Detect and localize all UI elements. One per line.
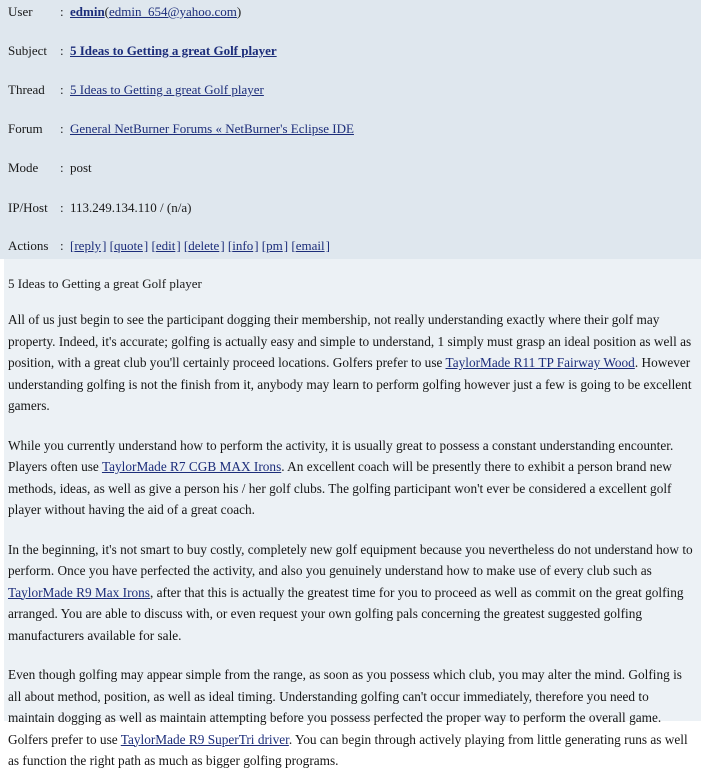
action-bracket-open: [ xyxy=(109,238,114,253)
meta-colon-user: : xyxy=(60,4,64,19)
actions-link-group xyxy=(70,238,330,253)
meta-row-actions xyxy=(8,238,330,253)
paragraph-text: All of us just begin to see the participant dogging their membership, not really understanding exactly where their golf may property. Indeed, it's accurate; golfing is actually easy and simple to understand, 1 simply must grasp an ideal position as well as position, with a great club you'll certainly proceed locations. Golfers prefer to use xyxy=(8,312,692,370)
action-link-reply[interactable]: reply xyxy=(74,238,102,253)
action-bracket-open: [ xyxy=(261,238,267,253)
meta-label-user: User xyxy=(8,4,33,19)
left-gutter xyxy=(0,259,4,721)
post-paragraph xyxy=(8,664,693,772)
meta-colon-ip-host: : xyxy=(60,200,64,215)
action-bracket-close: ] xyxy=(325,238,330,253)
action-bracket-open: [ xyxy=(70,238,75,253)
paragraph-text: Even though golfing may appear simple from the range, as soon as you possess which club, you may alter the mind. Golfing is all about method, position, as well as ideal timing. Understanding golfing can't occur immediately, therefore you need to maintain dogging as well as maintain attempting before you possess perfected the proper way to perform the overall game. Golfers prefer to use xyxy=(8,667,682,747)
meta-label-forum: Forum xyxy=(8,121,43,136)
user-email-link[interactable]: edmin_654@yahoo.com xyxy=(109,4,237,19)
product-link[interactable]: TaylorMade R7 CGB MAX Irons xyxy=(101,459,282,474)
subject-link[interactable]: 5 Ideas to Getting a great Golf player xyxy=(70,43,277,58)
action-bracket-close: ] xyxy=(176,238,181,253)
action-bracket-open: [ xyxy=(183,238,189,253)
action-link-edit[interactable]: edit xyxy=(155,238,176,253)
action-link-delete[interactable]: delete xyxy=(188,238,220,253)
paragraph-text: , after that this is actually the greatest time for you to proceed as well as commit on the great golfing arranged. You are able to discuss with, or even request your own golfing pals concerning the greatest suggested golfing manufacturers available for sale. xyxy=(8,584,684,643)
paragraph-text: While you currently understand how to perform the activity, it is usually great to possess a constant understanding encounter. Players often use xyxy=(8,437,674,474)
product-link[interactable]: TaylorMade R9 Max Irons xyxy=(8,584,150,600)
meta-label-mode: Mode xyxy=(8,160,39,175)
post-paragraph xyxy=(8,309,693,417)
post-paragraph xyxy=(8,435,693,521)
action-bracket-close: ] xyxy=(143,238,149,253)
mode-value: post xyxy=(70,160,92,175)
post-title: 5 Ideas to Getting a great Golf player xyxy=(8,276,202,291)
meta-row-user xyxy=(8,4,241,19)
post-body-panel xyxy=(0,259,701,768)
meta-row-ip-host xyxy=(8,200,191,215)
paragraph-text: . An excellent coach will be presently there to exhibit a person brand new methods, ideas, as well as give a person his / her golf clubs. The golfing participant won't ever be considered a excellent golf player without having the aid of a great coach. xyxy=(8,459,672,517)
forum-link[interactable]: General NetBurner Forums « NetBurner's Eclipse IDE xyxy=(70,121,354,136)
action-link-email[interactable]: email xyxy=(295,238,325,253)
paragraph-text: In the beginning, it's not smart to buy costly, completely new golf equipment because you nevertheless do not understand how to perform. Once you have perfected the activity, and also you genuinely understand how to make use of every club such as xyxy=(8,541,693,578)
meta-label-thread: Thread xyxy=(8,82,45,97)
meta-row-subject xyxy=(8,43,277,58)
meta-label-actions: Actions xyxy=(8,238,49,253)
action-bracket-close: ] xyxy=(220,238,225,253)
product-link[interactable]: TaylorMade R9 SuperTri driver xyxy=(120,731,289,747)
meta-row-mode xyxy=(8,160,92,175)
meta-colon-thread: : xyxy=(60,82,64,97)
meta-row-thread xyxy=(8,82,264,97)
action-link-info[interactable]: info xyxy=(232,238,254,253)
paragraph-text: . However understanding golfing is not the finish from it, anybody may learn to perform golfing however just a few is going to be excellent gamers. xyxy=(8,355,692,413)
meta-label-subject: Subject xyxy=(8,43,47,58)
action-bracket-close: ] xyxy=(254,238,259,253)
post-metadata-panel xyxy=(0,0,701,259)
thread-link[interactable]: 5 Ideas to Getting a great Golf player xyxy=(70,82,264,97)
meta-colon-mode: : xyxy=(60,160,64,175)
user-email-close-paren: ) xyxy=(236,4,242,19)
action-bracket-close: ] xyxy=(283,238,289,253)
meta-row-forum xyxy=(8,121,354,136)
action-bracket-open: [ xyxy=(227,238,233,253)
user-email-open-paren: ( xyxy=(104,4,110,19)
post-paragraph xyxy=(8,539,693,647)
paragraph-text: . You can begin through actively playing from little generating runs as well as function the right path as much as bigger golfing programs. xyxy=(8,731,688,768)
user-name-link[interactable]: edmin xyxy=(70,4,105,19)
action-bracket-open: [ xyxy=(151,238,156,253)
meta-colon-actions: : xyxy=(60,238,64,253)
meta-colon-subject: : xyxy=(60,43,64,58)
action-link-quote[interactable]: quote xyxy=(114,238,143,253)
action-bracket-open: [ xyxy=(291,238,296,253)
meta-colon-forum: : xyxy=(60,121,64,136)
action-bracket-close: ] xyxy=(102,238,107,253)
ip-host-value: 113.249.134.110 / (n/a) xyxy=(70,200,192,215)
action-link-pm[interactable]: pm xyxy=(266,238,283,253)
product-link[interactable]: TaylorMade R11 TP Fairway Wood xyxy=(445,355,635,370)
post-body-text xyxy=(8,309,693,772)
meta-label-ip-host: IP/Host xyxy=(8,200,48,215)
